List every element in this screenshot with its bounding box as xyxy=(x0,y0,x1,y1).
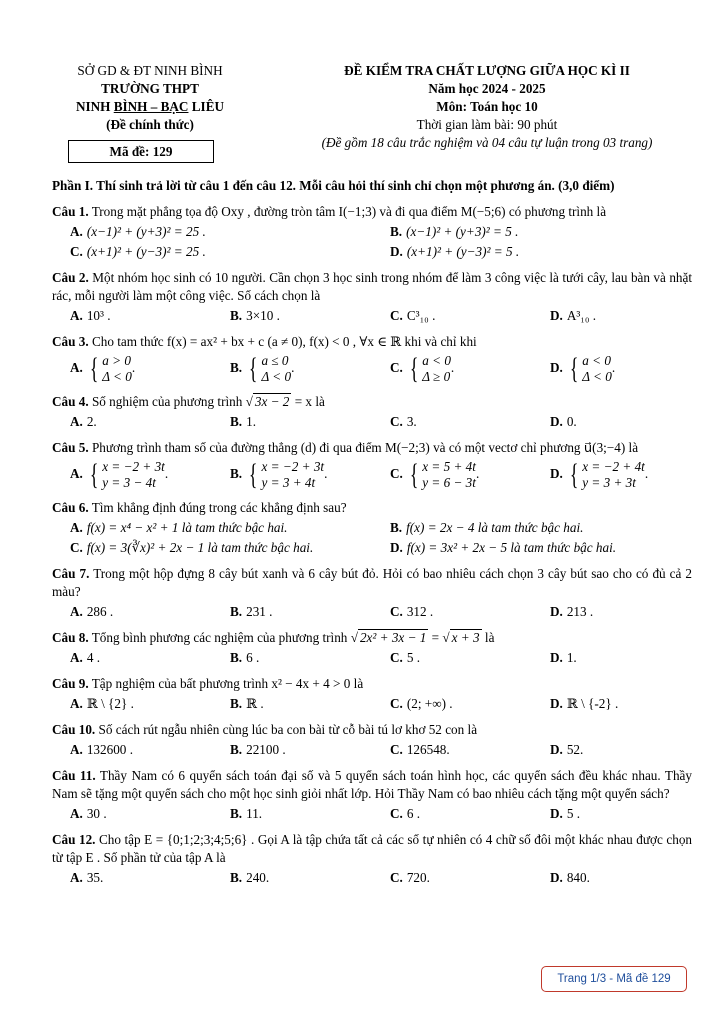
question-stem xyxy=(52,269,692,305)
question-stem: Câu 8. Tổng bình phương các nghiệm của phương trình √ 2x² + 3x − 1 = √ x + 3 là xyxy=(52,630,495,645)
brace-glyph: { xyxy=(409,352,419,385)
question-number: Câu 3. xyxy=(52,334,89,349)
option-label: D. xyxy=(550,308,563,323)
question-stem xyxy=(52,721,692,739)
option-label: D. xyxy=(550,742,563,757)
option-text: (x+1)² + (y−3)² = 25 . xyxy=(86,244,206,259)
brace-glyph: { xyxy=(248,352,258,385)
option-label: B. xyxy=(230,308,243,323)
answer-options xyxy=(52,695,692,713)
question-9 xyxy=(52,675,692,713)
answer-option[interactable] xyxy=(52,869,212,887)
option-label: B. xyxy=(230,650,243,665)
option-label: B. xyxy=(230,806,243,821)
option-label: D. xyxy=(550,696,563,711)
answer-options xyxy=(52,353,692,385)
radicand: x + 3 xyxy=(451,630,480,645)
equation-system xyxy=(246,459,324,491)
question-text: Tìm khẳng định đúng trong các khẳng định sau? xyxy=(91,500,347,515)
question-stem xyxy=(52,203,692,221)
answer-option[interactable] xyxy=(52,649,212,667)
answer-option[interactable] xyxy=(372,805,532,823)
option-label: C. xyxy=(390,870,403,885)
system-line: a ≤ 0 xyxy=(261,353,289,368)
answer-options xyxy=(52,539,692,557)
option-text: 840. xyxy=(566,870,590,885)
system-lines xyxy=(582,353,612,385)
answer-option[interactable] xyxy=(372,869,532,887)
option-label: C. xyxy=(70,540,83,555)
question-stem xyxy=(52,675,692,693)
brace-glyph: { xyxy=(89,458,99,491)
answer-option[interactable] xyxy=(372,223,692,241)
question-5 xyxy=(52,439,692,491)
brace-glyph: { xyxy=(248,458,258,491)
option-label: C. xyxy=(390,806,403,821)
question-stem: Câu 4. Số nghiệm của phương trình √ 3x − 2 = x là xyxy=(52,394,325,409)
question-text: Số cách rút ngẫu nhiên cùng lúc ba con bài từ cỗ bài tú lơ khơ 52 con là xyxy=(98,722,478,737)
option-label: C. xyxy=(390,360,403,376)
answer-option[interactable] xyxy=(212,307,372,325)
question-stem xyxy=(52,333,692,351)
question-list xyxy=(52,203,692,887)
answer-option[interactable] xyxy=(372,695,532,713)
answer-option[interactable] xyxy=(532,695,692,713)
answer-option[interactable] xyxy=(532,413,692,431)
answer-option[interactable]: D. { x = −2 + 4t y = 3 + 3t . xyxy=(550,458,649,491)
question-number: Câu 11. xyxy=(52,768,96,783)
question-text: Số nghiệm của phương trình xyxy=(91,394,246,409)
option-label: A. xyxy=(70,360,83,376)
answer-options xyxy=(52,413,692,431)
option-label: C. xyxy=(390,604,403,619)
option-text: (x−1)² + (y+3)² = 25 . xyxy=(86,224,206,239)
answer-options xyxy=(52,805,692,823)
page-footer: Trang 1/3 - Mã đề 129 xyxy=(541,966,687,992)
question-3 xyxy=(52,333,692,385)
answer-option[interactable] xyxy=(52,603,212,621)
option-label: B. xyxy=(230,414,243,429)
brace-glyph: { xyxy=(569,458,579,491)
option-label: D. xyxy=(550,360,563,376)
question-number: Câu 8. xyxy=(52,630,89,645)
school-line-2 xyxy=(52,98,248,116)
option-label: A. xyxy=(70,696,83,711)
system-line: x = 5 + 4t xyxy=(422,459,476,474)
option-label: A. xyxy=(70,414,83,429)
option-text: 0. xyxy=(566,414,577,429)
official-label: (Đề chính thức) xyxy=(106,117,194,132)
system-line: a < 0 xyxy=(422,353,451,368)
answer-option[interactable] xyxy=(52,519,372,537)
question-8 xyxy=(52,629,692,667)
answer-options xyxy=(52,741,692,759)
question-text: Tổng bình phương các nghiệm của phương trình xyxy=(91,630,351,645)
answer-option[interactable] xyxy=(52,413,212,431)
question-12 xyxy=(52,831,692,887)
school-name-part: LIÊU xyxy=(188,99,225,114)
question-number: Câu 1. xyxy=(52,204,89,219)
answer-option[interactable]: D. { a < 0 Δ < 0 . xyxy=(550,352,616,385)
option-label: D. xyxy=(390,244,403,259)
option-text: ℝ \ {2} . xyxy=(86,696,134,711)
option-text: 11. xyxy=(246,806,263,821)
option-label: D. xyxy=(550,604,563,619)
option-text: f(x) = x⁴ − x² + 1 là tam thức bậc hai. xyxy=(86,520,288,535)
option-text: (x−1)² + (y+3)² = 5 . xyxy=(406,224,519,239)
option-text: 10³ . xyxy=(86,308,111,323)
answer-option[interactable] xyxy=(52,307,212,325)
option-text: 132600 . xyxy=(86,742,133,757)
brace-glyph: { xyxy=(409,458,419,491)
option-text: 22100 . xyxy=(246,742,286,757)
option-text: 213 . xyxy=(566,604,594,619)
option-text: (2; +∞) . xyxy=(406,696,453,711)
option-text: 720. xyxy=(406,870,430,885)
system-lines xyxy=(102,353,132,385)
option-text: 240. xyxy=(246,870,270,885)
system-line: Δ ≥ 0 xyxy=(422,369,451,384)
system-lines xyxy=(102,459,165,491)
exam-header xyxy=(52,62,692,163)
option-label: C. xyxy=(390,696,403,711)
question-number: Câu 4. xyxy=(52,394,89,409)
system-line: a < 0 xyxy=(582,353,611,368)
brace-glyph: { xyxy=(89,352,99,385)
option-text: 312 . xyxy=(406,604,434,619)
question-7 xyxy=(52,565,692,621)
question-text: Một nhóm học sinh có 10 người. Cần chọn 3 học sinh trong nhóm để làm 3 công việc là tưới cây, lau bàn và nhặt rác, mỗi người làm một công việc. Số cách chọn là xyxy=(52,270,693,303)
question-11 xyxy=(52,767,692,823)
option-label: A. xyxy=(70,870,83,885)
option-text: (x+1)² + (y−3)² = 5 . xyxy=(406,244,520,259)
answer-option[interactable] xyxy=(372,603,532,621)
option-text: 6 . xyxy=(246,650,260,665)
answer-option[interactable] xyxy=(532,741,692,759)
option-text: 1. xyxy=(246,414,256,429)
answer-option[interactable]: B. { a ≤ 0 Δ < 0 . xyxy=(230,352,295,385)
option-text: 5 . xyxy=(406,650,421,665)
subject: Môn: Toán học 10 xyxy=(436,99,538,114)
option-label: D. xyxy=(550,466,563,482)
question-text: Cho tam thức f(x) = ax² + bx + c (a ≠ 0), f(x) < 0 , ∀x ∈ ℝ khi và chỉ khi xyxy=(91,334,477,349)
system-line: x = −2 + 3t xyxy=(102,459,165,474)
system-line: y = 3 − 4t xyxy=(102,475,156,490)
school-name-part: BÌNH – BẠC xyxy=(113,99,189,114)
answer-option[interactable] xyxy=(372,539,692,557)
option-label: B. xyxy=(390,520,403,535)
school-name-part: NINH xyxy=(75,99,114,114)
system-line: y = 3 + 3t xyxy=(582,475,636,490)
brace-glyph: { xyxy=(569,352,579,385)
question-10 xyxy=(52,721,692,759)
answer-option[interactable] xyxy=(52,741,212,759)
equation-system xyxy=(567,459,645,491)
option-text: 30 . xyxy=(86,806,107,821)
option-text: A³₁₀ . xyxy=(566,308,597,323)
question-text: Cho tập E = {0;1;2;3;4;5;6} . Gọi A là tập chứa tất cả các số tự nhiên có 4 chữ số đôi một khác nhau được chọn từ tập E . Số phần tử của tập A là xyxy=(52,832,693,865)
answer-option[interactable] xyxy=(52,539,372,557)
question-number: Câu 7. xyxy=(52,566,90,581)
system-line: Δ < 0 xyxy=(261,369,292,384)
answer-option[interactable] xyxy=(372,243,692,261)
answer-option[interactable] xyxy=(532,307,692,325)
time-limit: Thời gian làm bài: 90 phút xyxy=(416,117,558,132)
question-1 xyxy=(52,203,692,261)
option-label: A. xyxy=(70,604,83,619)
system-lines xyxy=(582,459,645,491)
option-label: D. xyxy=(550,870,563,885)
option-text: 1. xyxy=(566,650,577,665)
equation-system xyxy=(87,353,132,385)
system-line: y = 6 − 3t xyxy=(422,475,476,490)
school-year: Năm học 2024 - 2025 xyxy=(428,81,546,96)
answer-option[interactable] xyxy=(52,805,212,823)
option-label: D. xyxy=(550,414,563,429)
equation-system xyxy=(246,353,291,385)
radicand: 3x − 2 xyxy=(254,394,290,409)
department: SỞ GD & ĐT NINH BÌNH xyxy=(77,63,223,78)
question-number: Câu 5. xyxy=(52,440,89,455)
option-label: B. xyxy=(230,742,243,757)
answer-option[interactable] xyxy=(212,741,372,759)
system-lines xyxy=(262,353,292,385)
question-4 xyxy=(52,393,692,431)
option-text: 3. xyxy=(406,414,417,429)
equation-system xyxy=(407,353,451,385)
option-label: B. xyxy=(230,870,243,885)
question-text: là xyxy=(481,630,495,645)
radicand: 2x² + 3x − 1 xyxy=(359,630,427,645)
answer-options xyxy=(52,869,692,887)
school-block xyxy=(52,62,248,163)
option-text: 231 . xyxy=(246,604,273,619)
option-label: D. xyxy=(390,540,403,555)
option-text: 52. xyxy=(566,742,584,757)
answer-option[interactable]: A. { a > 0 Δ < 0 . xyxy=(70,352,136,385)
system-lines xyxy=(422,459,476,491)
question-2 xyxy=(52,269,692,325)
question-number: Câu 12. xyxy=(52,832,96,847)
option-label: C. xyxy=(390,414,403,429)
question-number: Câu 2. xyxy=(52,270,89,285)
answer-option[interactable]: C. { a < 0 Δ ≥ 0 . xyxy=(390,352,455,385)
question-number: Câu 9. xyxy=(52,676,89,691)
option-text: 5 . xyxy=(566,806,581,821)
option-text: 126548. xyxy=(406,742,450,757)
system-line: Δ < 0 xyxy=(582,369,612,384)
answer-option[interactable] xyxy=(52,695,212,713)
exam-info-block xyxy=(282,62,692,163)
question-text: Thầy Nam có 6 quyển sách toán đại số và 5 quyển sách toán hình học, các quyển sách đều khác nhau. Thầy Nam sẽ tặng một quyển sách cho một học sinh giỏi nhất lớp. Hỏi Thầy Nam có bao nhiêu cách tặng một quyển sách? xyxy=(52,768,692,801)
answer-options xyxy=(52,243,692,261)
system-line: Δ < 0 xyxy=(102,369,132,384)
option-label: A. xyxy=(70,650,83,665)
answer-options xyxy=(52,649,692,667)
option-label: D. xyxy=(550,650,563,665)
option-label: C. xyxy=(390,308,403,323)
answer-options xyxy=(52,223,692,241)
option-label: B. xyxy=(390,224,403,239)
exam-note: (Đề gồm 18 câu trắc nghiệm và 04 câu tự luận trong 03 trang) xyxy=(321,135,653,150)
option-label: C. xyxy=(390,466,403,482)
option-text: C³₁₀ . xyxy=(406,308,436,323)
option-text: ℝ . xyxy=(246,696,264,711)
option-text: 6 . xyxy=(406,806,421,821)
option-label: B. xyxy=(230,696,243,711)
option-label: C. xyxy=(70,244,83,259)
question-stem xyxy=(52,499,692,517)
system-lines xyxy=(262,459,325,491)
question-text: Phương trình tham số của đường thẳng (d) đi qua điểm M(−2;3) và có một vectơ chỉ phương u⃗(3;−4) là xyxy=(91,440,639,455)
exam-code-box: Mã đề: 129 xyxy=(68,140,214,163)
equation-system xyxy=(567,353,612,385)
option-label: A. xyxy=(70,224,83,239)
answer-options xyxy=(52,603,692,621)
question-stem xyxy=(52,767,692,803)
answer-option[interactable] xyxy=(372,649,532,667)
system-line: x = −2 + 3t xyxy=(261,459,325,474)
answer-option[interactable] xyxy=(52,223,372,241)
option-label: A. xyxy=(70,466,83,482)
question-6 xyxy=(52,499,692,557)
question-text: Trong mặt phẳng tọa độ Oxy , đường tròn tâm I(−1;3) và đi qua điểm M(−5;6) có phương trình là xyxy=(91,204,607,219)
option-text: 286 . xyxy=(86,604,114,619)
option-text: f(x) = 3(∛x)² + 2x − 1 là tam thức bậc hai. xyxy=(86,540,314,555)
option-text: 4 . xyxy=(86,650,101,665)
option-label: C. xyxy=(390,742,403,757)
option-text: 3×10 . xyxy=(246,308,280,323)
answer-option[interactable] xyxy=(372,307,532,325)
option-text: f(x) = 2x − 4 là tam thức bậc hai. xyxy=(406,520,584,535)
question-text: = x là xyxy=(291,394,325,409)
option-text: 35. xyxy=(86,870,104,885)
option-label: A. xyxy=(70,742,83,757)
question-text: Tập nghiệm của bất phương trình x² − 4x + 4 > 0 là xyxy=(91,676,364,691)
part-1-heading: Phần I. Thí sinh trả lời từ câu 1 đến câu 12. Mỗi câu hỏi thí sinh chỉ chọn một phương án. (3,0 điểm) xyxy=(52,178,615,193)
question-number: Câu 10. xyxy=(52,722,96,737)
answer-option[interactable]: C. { x = 5 + 4t y = 6 − 3t . xyxy=(390,458,480,491)
answer-option[interactable] xyxy=(212,649,372,667)
answer-option[interactable] xyxy=(52,243,372,261)
answer-option[interactable] xyxy=(532,649,692,667)
option-label: B. xyxy=(230,360,243,376)
answer-option[interactable] xyxy=(532,805,692,823)
answer-options xyxy=(52,519,692,537)
answer-option[interactable] xyxy=(372,519,692,537)
answer-option[interactable] xyxy=(532,869,692,887)
question-stem xyxy=(52,439,692,457)
school-line-1: TRƯỜNG THPT xyxy=(101,81,199,96)
question-stem xyxy=(52,565,692,601)
equation-system xyxy=(407,459,476,491)
equation-system xyxy=(87,459,165,491)
option-label: D. xyxy=(550,806,563,821)
option-label: C. xyxy=(390,650,403,665)
option-label: B. xyxy=(230,466,243,482)
option-text: f(x) = 3x² + 2x − 5 là tam thức bậc hai. xyxy=(406,540,617,555)
answer-option[interactable] xyxy=(532,603,692,621)
system-line: x = −2 + 4t xyxy=(582,459,645,474)
question-text: = xyxy=(428,630,443,645)
option-text: ℝ \ {-2} . xyxy=(566,696,619,711)
exam-title: ĐỀ KIỂM TRA CHẤT LƯỢNG GIỮA HỌC KÌ II xyxy=(344,63,630,78)
answer-option[interactable] xyxy=(212,413,372,431)
system-line: a > 0 xyxy=(102,353,131,368)
option-label: A. xyxy=(70,520,83,535)
question-stem xyxy=(52,831,692,867)
question-text: Trong một hộp đựng 8 cây bút xanh và 6 cây bút đỏ. Hỏi có bao nhiêu cách chọn 3 cây bút sao cho có đủ cả 2 màu? xyxy=(52,566,693,599)
answer-option[interactable] xyxy=(212,695,372,713)
option-label: A. xyxy=(70,308,83,323)
option-label: B. xyxy=(230,604,243,619)
question-number: Câu 6. xyxy=(52,500,89,515)
system-lines xyxy=(422,353,451,385)
answer-options xyxy=(52,459,692,491)
answer-option[interactable] xyxy=(372,413,532,431)
answer-option[interactable] xyxy=(372,741,532,759)
answer-option[interactable] xyxy=(212,869,372,887)
answer-option[interactable] xyxy=(212,805,372,823)
exam-page xyxy=(52,62,692,887)
option-text: 2. xyxy=(86,414,97,429)
answer-option[interactable] xyxy=(212,603,372,621)
system-line: y = 3 + 4t xyxy=(261,475,316,490)
answer-option[interactable]: B. { x = −2 + 3t y = 3 + 4t . xyxy=(230,458,328,491)
option-label: A. xyxy=(70,806,83,821)
answer-options xyxy=(52,307,692,325)
answer-option[interactable]: A. { x = −2 + 3t y = 3 − 4t . xyxy=(70,458,169,491)
